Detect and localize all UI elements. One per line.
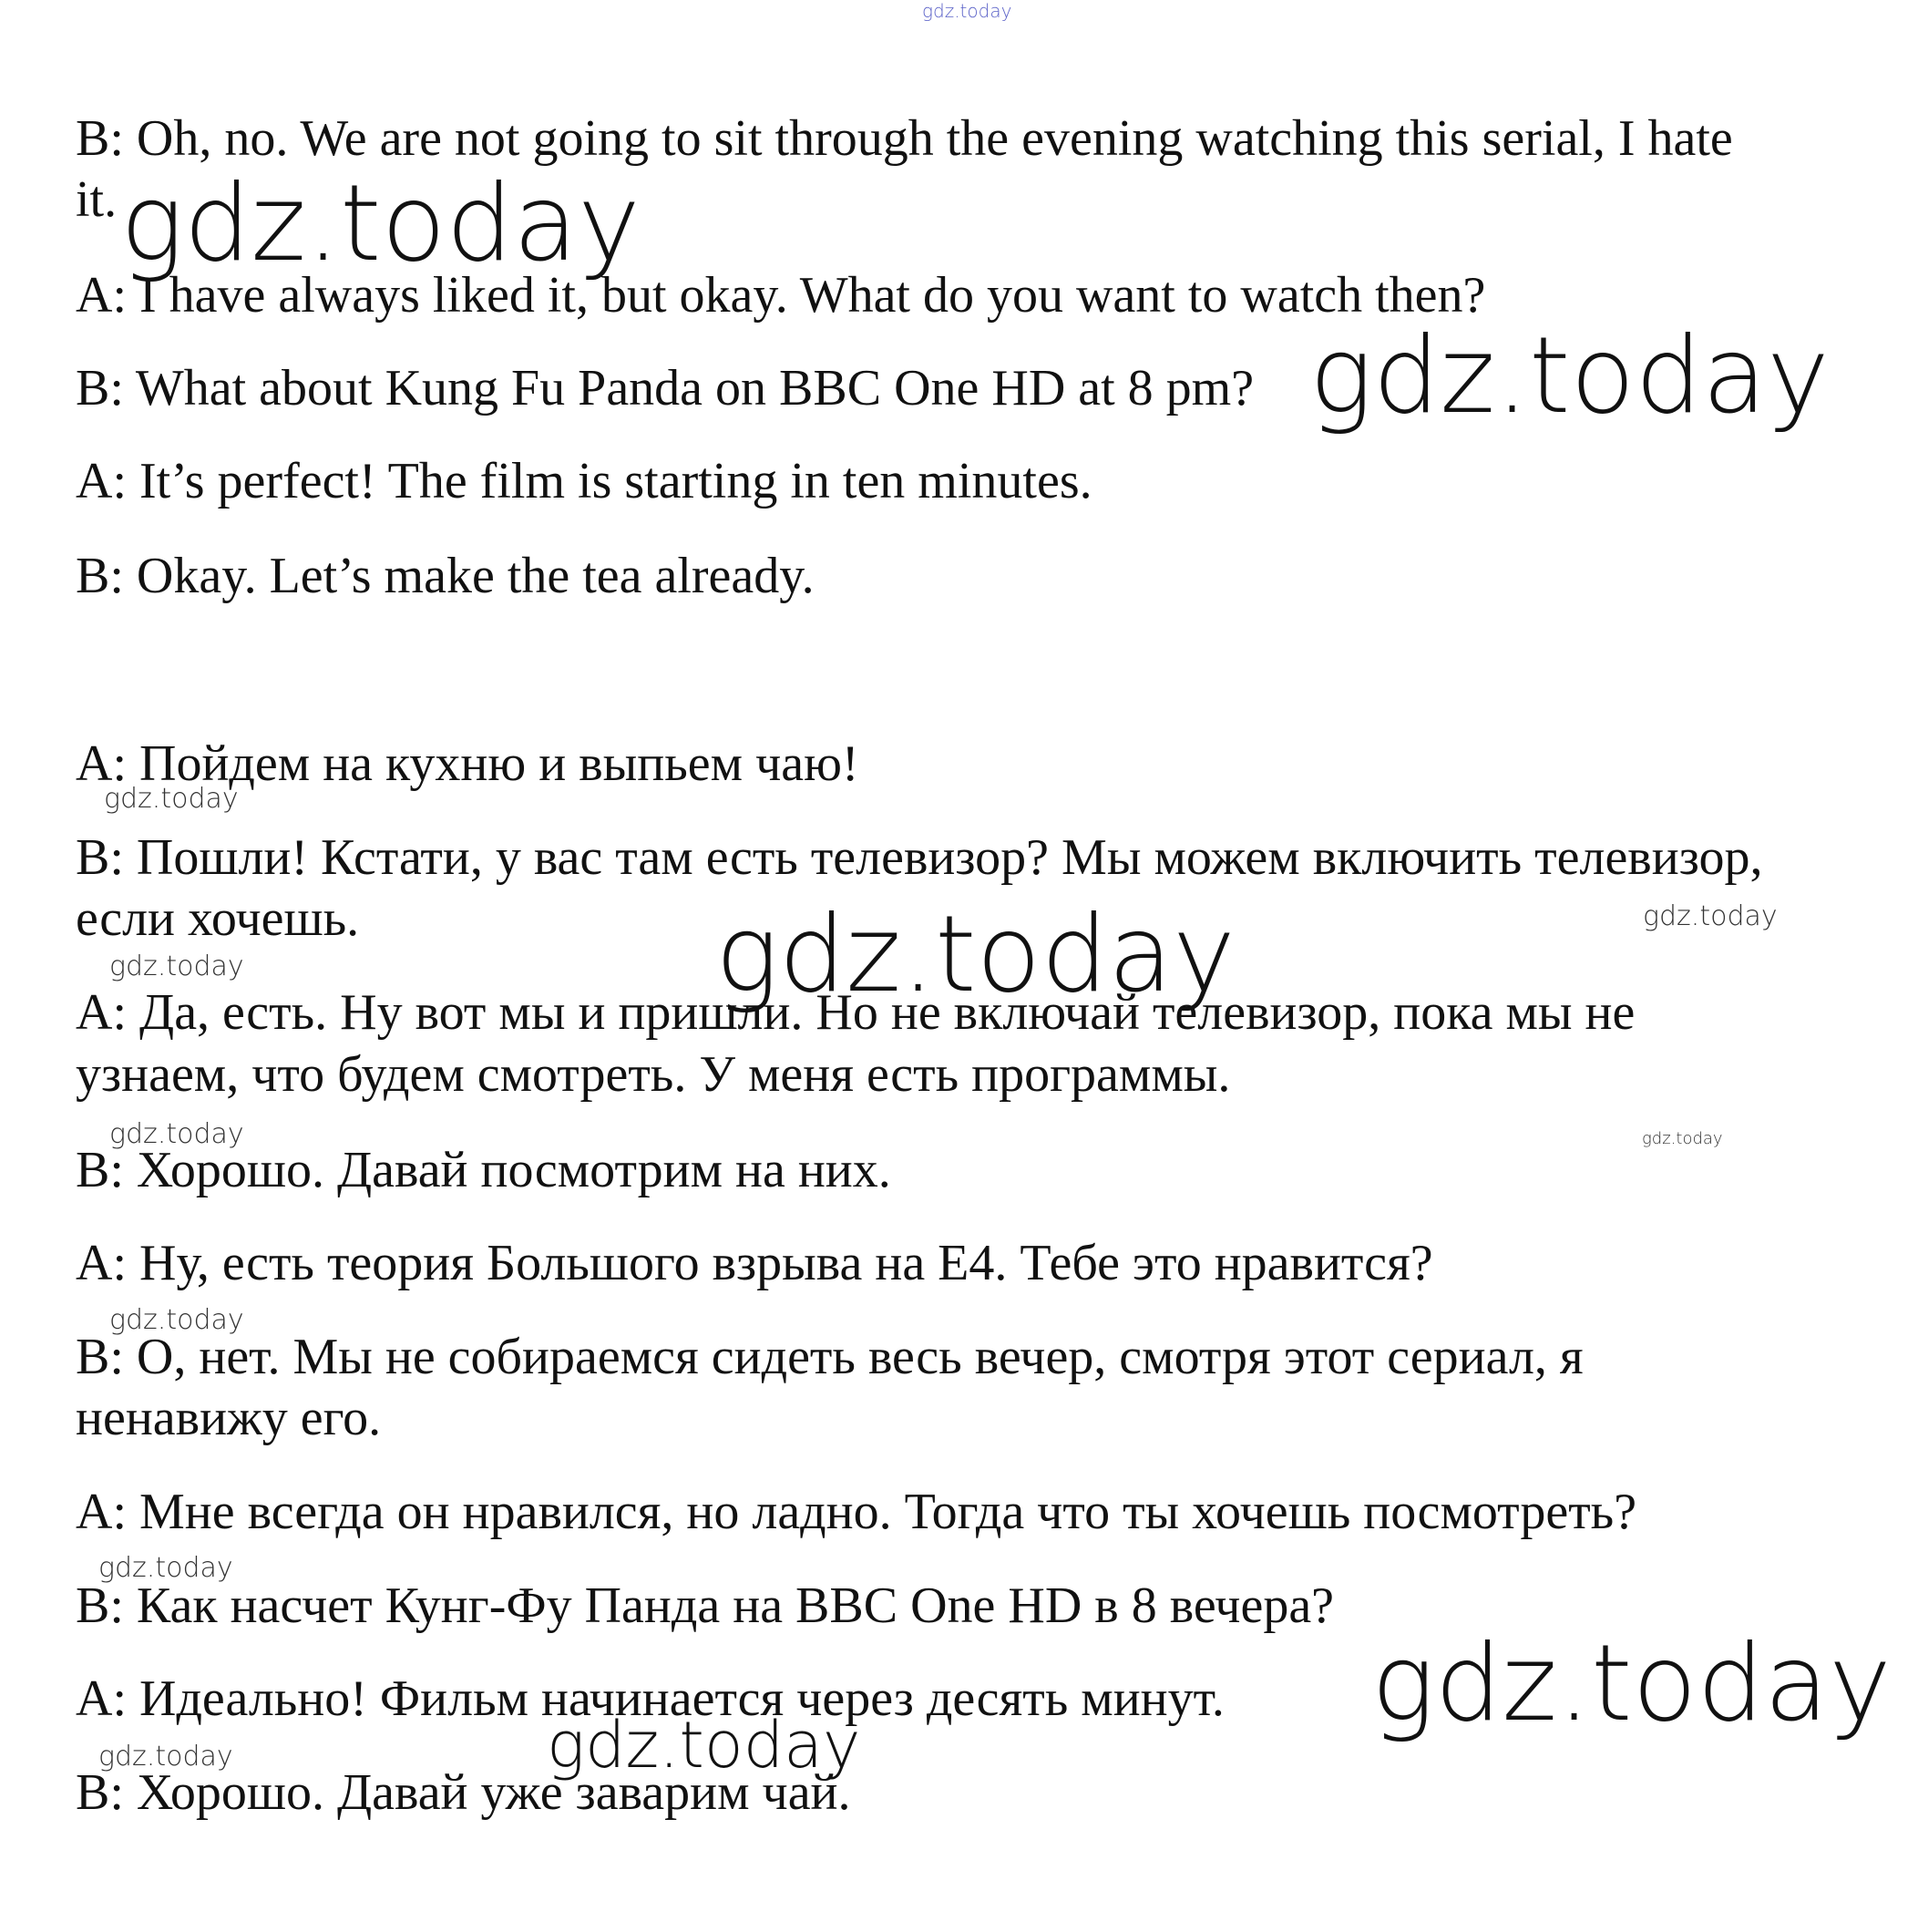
dialogue-line-en-3: B: What about Kung Fu Panda on BBC One HD at 8 pm?: [76, 360, 1255, 416]
watermark-small: gdz.today: [1642, 1129, 1723, 1148]
watermark-large: gdz.today: [1371, 1622, 1892, 1745]
dialogue-line-ru-6-cont: ненавижу его.: [76, 1390, 382, 1446]
dialogue-line-ru-1: A: Пойдем на кухню и выпьем чаю!: [76, 735, 859, 792]
dialogue-line-en-1-cont: it.: [76, 171, 118, 228]
dialogue-line-ru-2: B: Пошли! Кстати, у вас там есть телевизор? Мы можем включить телевизор,: [76, 829, 1763, 886]
watermark-small: gdz.today: [109, 1118, 244, 1150]
watermark-large: gdz.today: [120, 162, 641, 285]
dialogue-line-ru-2-cont: если хочешь.: [76, 890, 360, 947]
watermark-small: gdz.today: [1643, 900, 1778, 932]
dialogue-line-ru-7: A: Мне всегда он нравился, но ладно. Тогда что ты хочешь посмотреть?: [76, 1484, 1637, 1540]
dialogue-line-ru-3-cont: узнаем, что будем смотреть. У меня есть программы.: [76, 1046, 1231, 1103]
watermark-small: gdz.today: [109, 1304, 244, 1336]
dialogue-line-en-4: A: It’s perfect! The film is starting in ten minutes.: [76, 453, 1092, 509]
watermark-large: gdz.today: [1309, 314, 1830, 437]
watermark-small: gdz.today: [98, 1552, 233, 1584]
watermark-small: gdz.today: [98, 1741, 233, 1773]
watermark-large: gdz.today: [715, 893, 1236, 1016]
dialogue-line-en-5: B: Okay. Let’s make the tea already.: [76, 548, 815, 604]
dialogue-line-ru-3: A: Да, есть. Ну вот мы и пришли. Но не включай телевизор, пока мы не: [76, 984, 1636, 1041]
dialogue-line-ru-10: B: Хорошо. Давай уже заварим чай.: [76, 1764, 851, 1821]
dialogue-line-ru-6: B: О, нет. Мы не собираемся сидеть весь вечер, смотря этот сериал, я: [76, 1329, 1584, 1385]
watermark-small: gdz.today: [109, 951, 244, 982]
watermark-top: gdz.today: [922, 0, 1012, 22]
watermark-medium: gdz.today: [547, 1708, 861, 1783]
watermark-small: gdz.today: [104, 783, 239, 815]
dialogue-line-en-2: A: I have always liked it, but okay. What do you want to watch then?: [76, 267, 1486, 324]
dialogue-line-ru-9: A: Идеально! Фильм начинается через десять минут.: [76, 1670, 1225, 1727]
dialogue-line-ru-8: B: Как насчет Кунг-Фу Панда на BBC One HD в 8 вечера?: [76, 1577, 1335, 1634]
dialogue-line-en-1: B: Oh, no. We are not going to sit through the evening watching this serial, I hate: [76, 110, 1733, 167]
dialogue-line-ru-5: A: Ну, есть теория Большого взрыва на E4. Тебе это нравится?: [76, 1235, 1433, 1291]
dialogue-line-ru-4: B: Хорошо. Давай посмотрим на них.: [76, 1142, 891, 1198]
